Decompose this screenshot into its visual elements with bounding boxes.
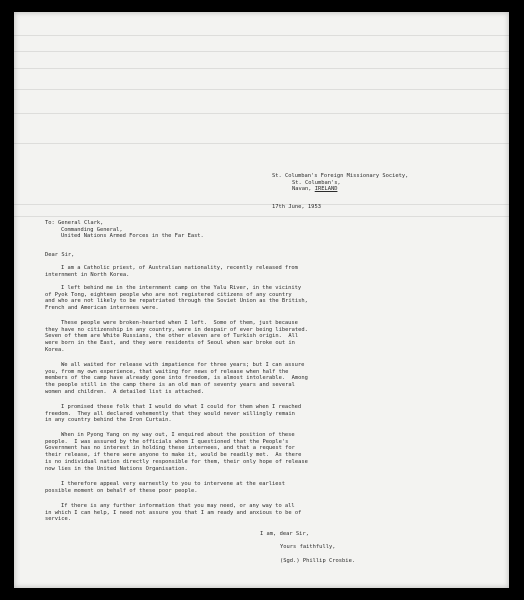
para-line: French and American internees were.	[45, 305, 159, 312]
para-line: and who are not likely to be repatriated through the Soviet Union as the British,	[45, 298, 308, 305]
para-line: service.	[45, 516, 71, 523]
para-8	[45, 503, 301, 523]
para-line: the people still in the camp there is an old man of seventy years and several	[45, 382, 295, 389]
para-line: freedom. They all declared vehemently that they would never willingly remain	[45, 410, 295, 417]
para-line: possible moment on behalf of these poor people.	[45, 487, 198, 494]
para-line: Korea.	[45, 346, 65, 353]
para-line: Seven of them are White Russians, the other eleven are of Turkish origin. All	[45, 333, 299, 340]
para-line: I promised these folk that I would do what I could for them when I reached	[61, 404, 302, 410]
para-4	[45, 362, 308, 396]
salutation: Dear Sir,	[45, 252, 75, 258]
scan-artifact	[14, 204, 509, 205]
para-line: If there is any further information that you may need, or any way to all	[61, 503, 295, 509]
letterhead-country: IRELAND	[314, 186, 338, 193]
para-6	[45, 432, 308, 472]
para-line: their release, if there were anyone to make it, would be readily met. As there	[45, 452, 302, 459]
para-line: I therefore appeal very earnestly to you to intervene at the earliest	[61, 481, 285, 487]
para-1	[45, 265, 298, 278]
para-line: people. I was assured by the officials whom I questioned that the People's	[45, 438, 289, 445]
scan-artifact	[14, 143, 509, 144]
letter-date: 17th June, 1953	[272, 204, 321, 210]
para-line: you, from my own experience, that waiting for news of release when half the	[45, 368, 289, 375]
signature: (Sgd.) Phillip Crosbie.	[280, 558, 356, 564]
scan-artifact	[14, 113, 509, 114]
letterhead-town: Navan,	[292, 186, 315, 193]
scan-artifact	[14, 89, 509, 90]
scan-artifact	[14, 68, 509, 69]
para-2	[45, 285, 308, 312]
letterhead	[272, 173, 408, 193]
para-line: Government has no interest in holding these internees, and that a request for	[45, 445, 295, 452]
para-line: of Pyok Tong, eighteen people who are not registered citizens of any country	[45, 291, 292, 298]
para-line: I left behind me in the internment camp on the Yalu River, in the vicinity	[61, 285, 302, 291]
para-5	[45, 404, 301, 424]
letterhead-line-3	[272, 186, 408, 193]
scan-artifact	[14, 51, 509, 52]
para-line: now lies in the United Nations Organisation.	[45, 465, 188, 472]
closing-valediction: Yours faithfully,	[280, 544, 336, 550]
para-line: We all waited for release with impatience for three years; but I can assure	[61, 362, 305, 368]
closing-line: I am, dear Sir,	[260, 531, 309, 537]
para-line: internment in North Korea.	[45, 271, 130, 278]
letterhead-line-1: St. Columban's Foreign Missionary Society,	[272, 173, 409, 179]
addressee-line-3: United Nations Armed Forces in the Far East.	[61, 233, 204, 240]
letterhead-line-2: St. Columban's,	[292, 179, 341, 186]
addressee-line-2: Commanding General,	[61, 226, 123, 233]
para-line: is no individual nation directly responsible for them, their only hope of release	[45, 458, 308, 465]
para-line: These people were broken-hearted when I left. Some of them, just because	[61, 320, 298, 326]
addressee-line-1: To: General Clark,	[45, 220, 104, 226]
addressee	[45, 220, 204, 240]
para-line: When in Pyong Yang on my way out, I enquired about the position of these	[61, 432, 295, 438]
scan-artifact	[14, 216, 509, 217]
para-line: in which I can help, I need not assure you that I am ready and anxious to be of	[45, 509, 302, 516]
para-line: were born in the East, and they were residents of Seoul when war broke out in	[45, 340, 295, 347]
para-line: women and children. A detailed list is attached.	[45, 388, 205, 395]
para-line: in any country behind the Iron Curtain.	[45, 417, 172, 424]
para-line: I am a Catholic priest, of Australian nationality, recently released from	[61, 265, 298, 271]
para-line: they have no citizenship in any country, were in despair of ever being liberated.	[45, 326, 308, 333]
para-3	[45, 320, 308, 354]
para-line: members of the camp have already gone into freedom, is almost intolerable. Among	[45, 375, 308, 382]
para-7	[45, 481, 285, 494]
scan-artifact	[14, 35, 509, 36]
letter-page	[14, 12, 509, 588]
